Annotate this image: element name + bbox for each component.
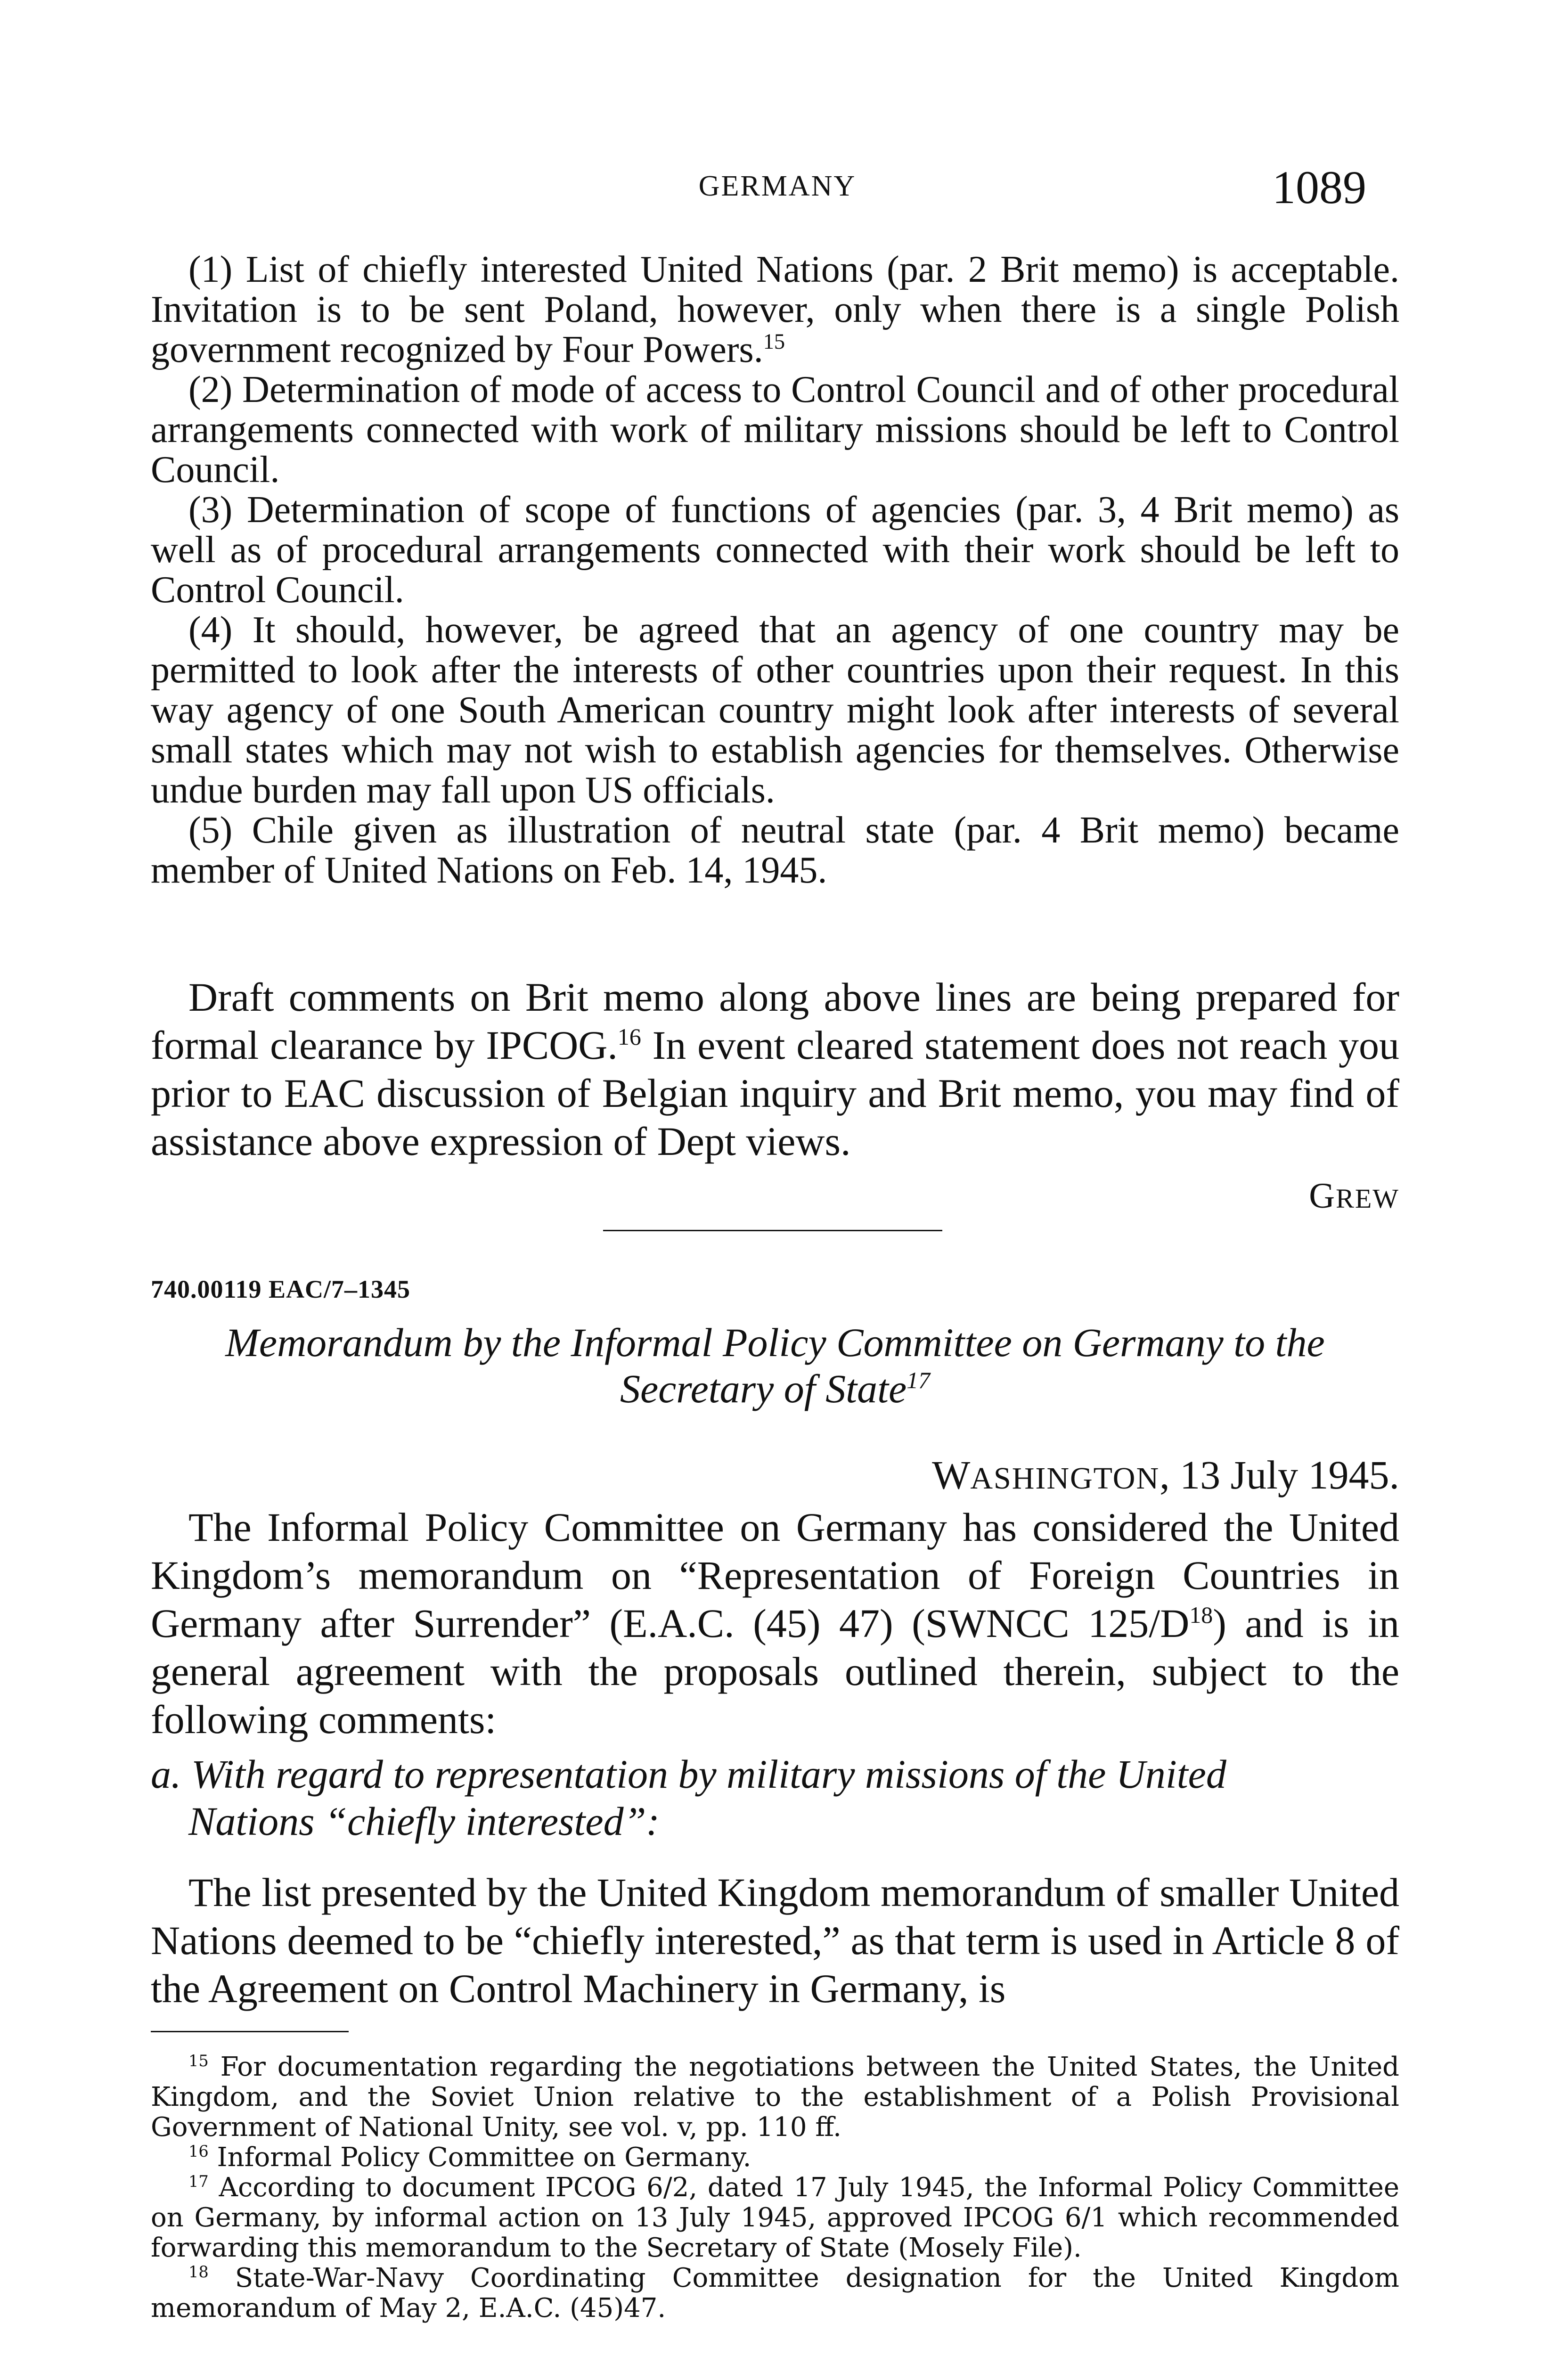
footnote-16: $^{16}$ Informal Policy Committee on Germany.: [188, 2142, 751, 2173]
point-5: (5) Chile given as illustration of neutral state (par. 4 Brit memo) became member of United Nations on Feb. 14, 1945.: [151, 810, 1399, 891]
footnote-ref-18: 18: [1189, 1602, 1213, 1628]
footnote-17: $^{17}$ According to document IPCOG 6/2, dated 17 July 1945, the Informal Policy Committee on Germany, by informal action on 13 July 1945, approved IPCOG 6/1 which recommended forwarding this memorandum to the Secretary of State (Mosely File).: [151, 2172, 1399, 2263]
point-1: (1) List of chiefly interested United Nations (par. 2 Brit memo) is acceptable. Invitation is to be sent Poland, however, only when there is a single Polish government recognized by Four Powers.$^{15}$: [151, 249, 1399, 370]
footnote-ref-15: 15: [763, 330, 785, 354]
draft-paragraph: Draft comments on Brit memo along above lines are being prepared for formal clearance by IPCOG.$^{16}$ In event cleared statement does not reach you prior to EAC discussion of Belgian inquiry and Brit memo, you may find of assistance above expression of Dept views.: [151, 974, 1399, 1164]
point-2: (2) Determination of mode of access to Control Council and of other procedural arrangements connected with work of military missions should be left to Control Council.: [151, 369, 1399, 491]
footnotes: [151, 2052, 1399, 2323]
footnote-18: $^{18}$ State-War-Navy Coordinating Committee designation for the United Kingdom memorandum of May 2, E.A.C. (45)47.: [151, 2262, 1399, 2323]
point-3: (3) Determination of scope of functions of agencies (par. 3, 4 Brit memo) as well as of procedural arrangements connected with their work should be left to Control Council.: [151, 489, 1399, 611]
section-divider: [603, 1230, 942, 1231]
footnote-ref-17: 17: [906, 1367, 931, 1394]
point-4: (4) It should, however, be agreed that an agency of one country may be permitted to look after the interests of other countries upon their request. In this way agency of one South American country might look after interests of several small states which may not wish to establish agencies for themselves. Otherwise undue burden may fall upon US officials.: [151, 609, 1399, 811]
last-paragraph: The list presented by the United Kingdom memorandum of smaller United Nations deemed to be “chiefly interested,” as that term is used in Article 8 of the Agreement on Control Machinery in Germany, is: [151, 1870, 1399, 2011]
signature: GREW: [1309, 1176, 1399, 1216]
running-title: GERMANY: [698, 170, 857, 202]
subheading-a: a. With regard to representation by military missions of the United Nations “chiefly interested”:: [151, 1751, 1226, 1844]
footnote-ref-16: 16: [617, 1024, 641, 1050]
dateline: WASHINGTON, 13 July 1945.: [932, 1452, 1399, 1497]
body-paragraph: The Informal Policy Committee on Germany has considered the United Kingdom’s memorandum on “Representation of Foreign Countries in Germany after Surrender” (E.A.C. (45) 47) (SWNCC $125/D^{18}$) and is in general agreement with the proposals outlined therein, subject to the following comments:: [151, 1505, 1399, 1742]
footnote-divider: [151, 2031, 349, 2032]
numbered-points: [151, 250, 1399, 891]
document-id: 740.00119 EAC/7–1345: [151, 1275, 411, 1303]
page-number: 1089: [1272, 161, 1366, 213]
footnote-15: $^{15}$ For documentation regarding the negotiations between the United States, the United Kingdom, and the Soviet Union relative to the establishment of a Polish Provisional Government of National Unity, see vol. v, pp. 110 ff.: [151, 2051, 1399, 2143]
memo-title: Memorandum by the Informal Policy Committee on Germany to the Secretary of State$^{17}$: [225, 1320, 1325, 1411]
